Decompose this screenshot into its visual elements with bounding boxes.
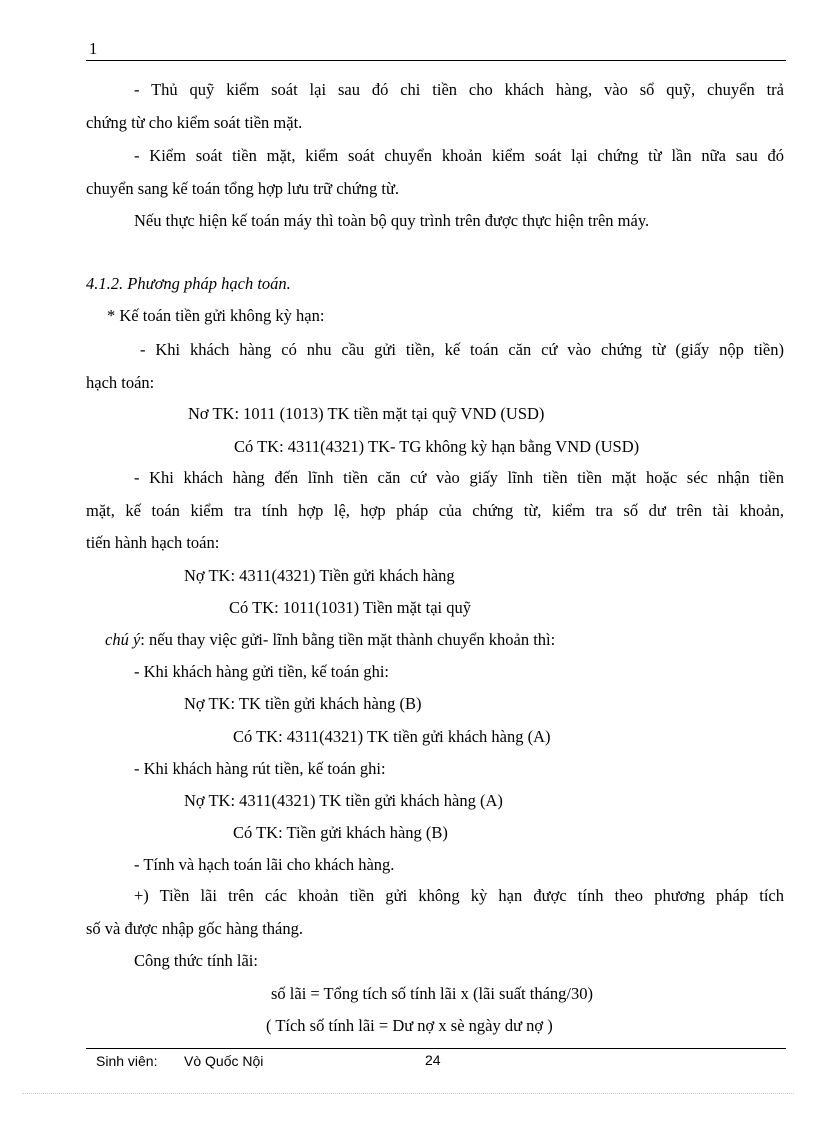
paragraph-line: hạch toán: [86,373,155,392]
journal-entry-debit: Nợ TK: TK tiền gửi khách hàng (B) [184,694,422,713]
sub-heading: * Kế toán tiền gửi không kỳ hạn: [107,306,325,325]
header-rule [86,60,786,61]
journal-entry-debit: Nợ TK: 4311(4321) Tiền gửi khách hàng [184,566,455,585]
formula-note: ( Tích số tính lãi = Dư nợ x sè ngày dư nợ ) [266,1016,553,1035]
journal-entry-credit: Có TK: Tiền gửi khách hàng (B) [233,823,448,842]
formula: số lãi = Tổng tích số tính lãi x (lãi suất tháng/30) [271,984,593,1003]
paragraph-line: chứng từ cho kiểm soát tiền mặt. [86,113,303,132]
page-edge-divider [22,1093,794,1094]
paragraph-line: chuyển sang kế toán tổng hợp lưu trữ chứng từ. [86,179,400,198]
paragraph-line: - Thủ quỹ kiểm soát lại sau đó chi tiền cho khách hàng, vào sổ quỹ, chuyển trả [134,80,784,99]
journal-entry-debit: Nơ TK: 1011 (1013) TK tiền mặt tại quỹ VND (USD) [188,404,545,423]
footer-student-label: Sinh viên: [96,1053,158,1069]
journal-entry-credit: Có TK: 4311(4321) TK tiền gửi khách hàng (A) [233,727,551,746]
formula-label: Công thức tính lãi: [134,951,258,970]
paragraph-line: +) Tiền lãi trên các khoản tiền gửi không kỳ hạn được tính theo phương pháp tích [134,886,784,905]
footer-student-name: Vò Quốc Nội [184,1053,264,1069]
paragraph-line: số và được nhập gốc hàng tháng. [86,919,303,938]
note-label: chú ý [105,630,141,649]
paragraph-line: - Tính và hạch toán lãi cho khách hàng. [134,855,395,874]
paragraph-line: - Khi khách hàng đến lĩnh tiền căn cứ vào giấy lĩnh tiền tiền mặt hoặc séc nhận tiền [134,468,784,487]
footer-rule [86,1048,786,1049]
section-heading: 4.1.2. Phương pháp hạch toán. [86,274,291,293]
paragraph-line: - Kiểm soát tiền mặt, kiểm soát chuyển khoản kiểm soát lại chứng từ lần nữa sau đó [134,146,784,165]
paragraph-line: tiến hành hạch toán: [86,533,220,552]
journal-entry-credit: Có TK: 1011(1031) Tiền mặt tại quỹ [229,598,472,617]
journal-entry-debit: Nợ TK: 4311(4321) TK tiền gửi khách hàng (A) [184,791,503,810]
note-line [105,630,555,650]
paragraph-line: - Khi khách hàng rút tiền, kế toán ghi: [134,759,386,778]
paragraph-line: mặt, kế toán kiểm tra tính hợp lệ, hợp pháp của chứng từ, kiểm tra số dư trên tài khoản, [86,501,784,520]
journal-entry-credit: Có TK: 4311(4321) TK- TG không kỳ hạn bằng VND (USD) [234,437,640,456]
paragraph-line: - Khi khách hàng có nhu cầu gửi tiền, kế toán căn cứ vào chứng từ (giấy nộp tiền) [140,340,784,359]
paragraph-line: - Khi khách hàng gửi tiền, kế toán ghi: [134,662,390,681]
paragraph-line: Nếu thực hiện kế toán máy thì toàn bộ quy trình trên được thực hiện trên máy. [134,211,650,230]
page-label: 1 [89,39,98,58]
footer-page-number: 24 [425,1052,441,1068]
note-text: : nếu thay việc gửi- lĩnh bằng tiền mặt thành chuyển khoản thì: [140,630,556,649]
